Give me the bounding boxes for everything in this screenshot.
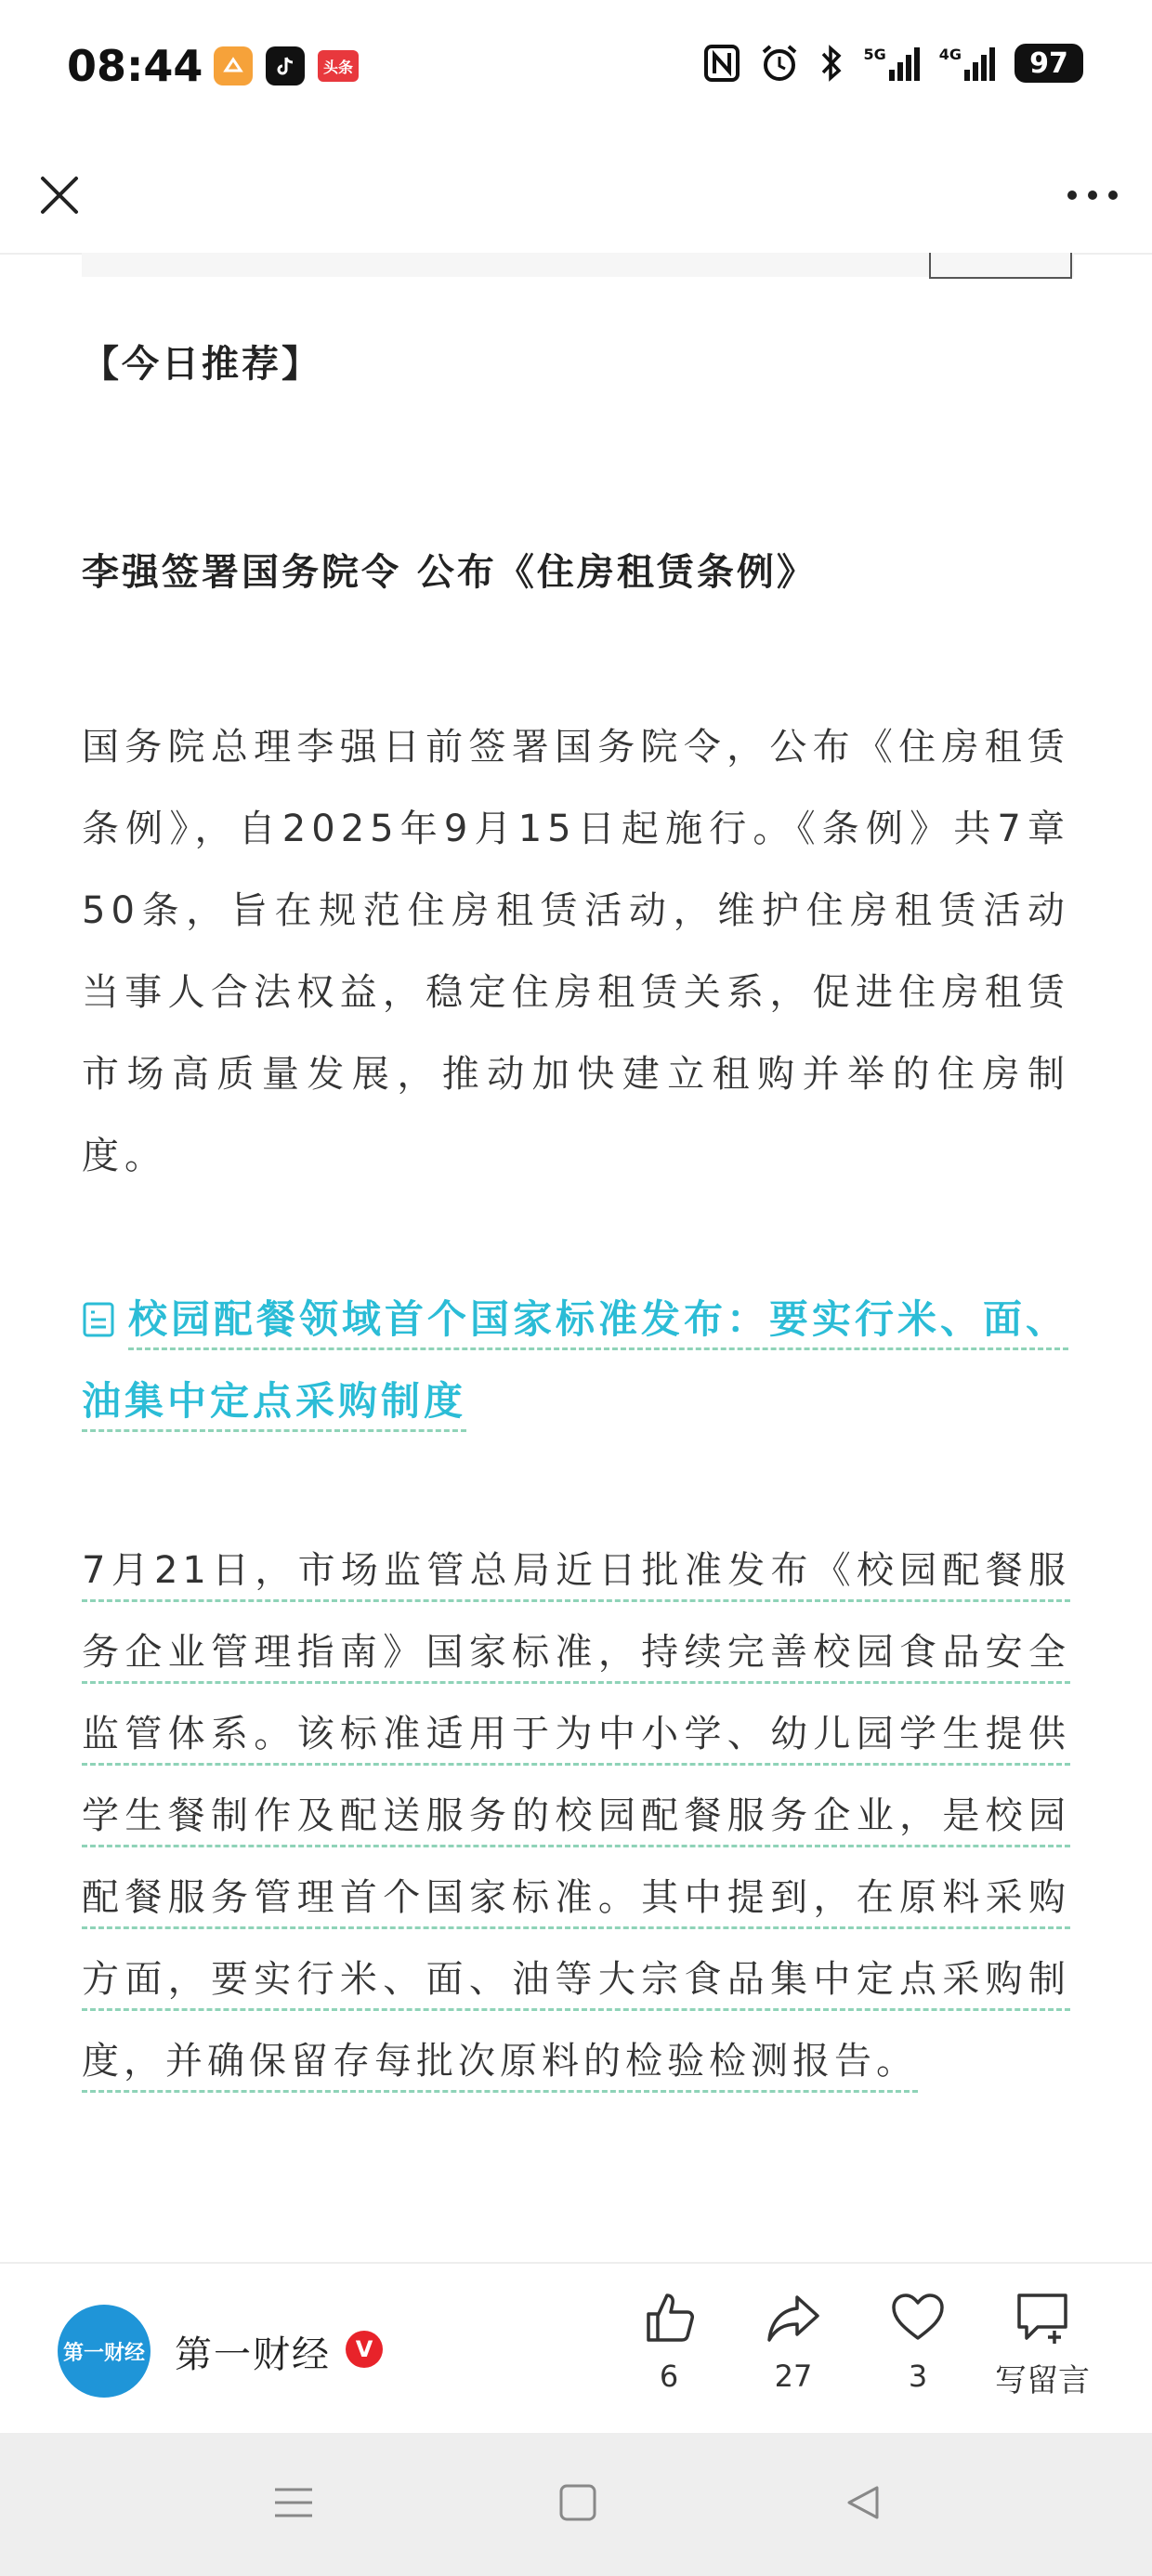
article-headline: 李强签署国务院令 公布《住房租赁条例》 (82, 551, 817, 594)
like-count: 6 (659, 2359, 679, 2394)
status-time: 08:44 (67, 41, 203, 91)
close-button[interactable] (30, 165, 89, 225)
more-options-button[interactable] (1055, 165, 1130, 225)
signal-4g-icon: 4G (939, 46, 996, 81)
close-icon (37, 173, 82, 217)
heart-icon (890, 2290, 946, 2346)
write-comment-button[interactable] (985, 2290, 1100, 2400)
favorite-button[interactable] (862, 2290, 974, 2394)
back-nav-button[interactable] (825, 2470, 899, 2535)
comment-icon (1014, 2290, 1071, 2346)
document-icon (82, 1301, 115, 1338)
menu-icon (271, 2484, 316, 2521)
share-icon (766, 2290, 821, 2346)
scrolled-content-box (82, 253, 1074, 277)
menu-nav-button[interactable] (256, 2470, 331, 2535)
status-bar (0, 0, 1152, 139)
article-paragraph: 国务院总理李强日前签署国务院令，公布《住房租赁条例》，自2025年9月15日起施行。《条例》共7章50条，旨在规范住房租赁活动，维护住房租赁活动当事人合法权益，稳定住房租赁关系，促进住房租赁市场高质量发展，推动加快建立租购并举的住房制度。 (82, 726, 1070, 1177)
bluetooth-icon (818, 43, 844, 84)
back-triangle-icon (842, 2482, 883, 2523)
more-dots-icon (1065, 189, 1120, 202)
section-heading: 【今日推荐】 (82, 343, 321, 386)
notification-icons (214, 46, 359, 85)
thumbs-up-icon (641, 2290, 697, 2346)
linked-paragraph-text[interactable]: 7月21日，市场监管总局近日批准发布《校园配餐服务企业管理指南》国家标准，持续完善校园食品安全监管体系。该标准适用于为中小学、幼儿园学生提供学生餐制作及配送服务的校园配餐服务企业，是校园配餐服务管理首个国家标准。其中提到，在原料采购方面，要实行米、面、油等大宗食品集中定点采购制度，并确保留存每批次原料的检验检测报告。 (82, 1549, 1070, 2093)
signal-5g-icon: 5G (863, 46, 920, 81)
favorite-count: 3 (908, 2359, 928, 2394)
verified-badge: V (346, 2331, 383, 2368)
battery-indicator: 97 (1015, 44, 1083, 83)
related-article-title[interactable]: 校园配餐领域首个国家标准发布：要实行米、面、油集中定点采购制度 (82, 1296, 1068, 1432)
share-button[interactable] (738, 2290, 849, 2394)
system-nav-bar (0, 2433, 1152, 2576)
alarm-icon (759, 43, 800, 84)
write-comment-label: 写留言 (995, 2362, 1090, 2399)
tiktok-icon (266, 46, 305, 85)
share-count: 27 (774, 2359, 813, 2394)
toutiao-icon: 头条 (318, 50, 359, 82)
publisher-name[interactable]: 第一财经 (175, 2333, 331, 2376)
publisher-avatar[interactable]: 第一财经 (58, 2305, 151, 2398)
bottom-action-bar (0, 2262, 1152, 2435)
orange-app-icon (214, 46, 253, 85)
related-article-link[interactable] (82, 1279, 1070, 1442)
nfc-icon (703, 44, 740, 83)
scrolled-box-button[interactable] (929, 253, 1072, 279)
home-nav-button[interactable] (541, 2470, 615, 2535)
home-square-icon (557, 2482, 598, 2523)
article-top-bar (0, 139, 1152, 255)
like-button[interactable] (613, 2290, 725, 2394)
article-body (82, 335, 1070, 388)
linked-paragraph[interactable] (82, 1530, 1070, 2102)
system-status-icons (703, 43, 1083, 84)
